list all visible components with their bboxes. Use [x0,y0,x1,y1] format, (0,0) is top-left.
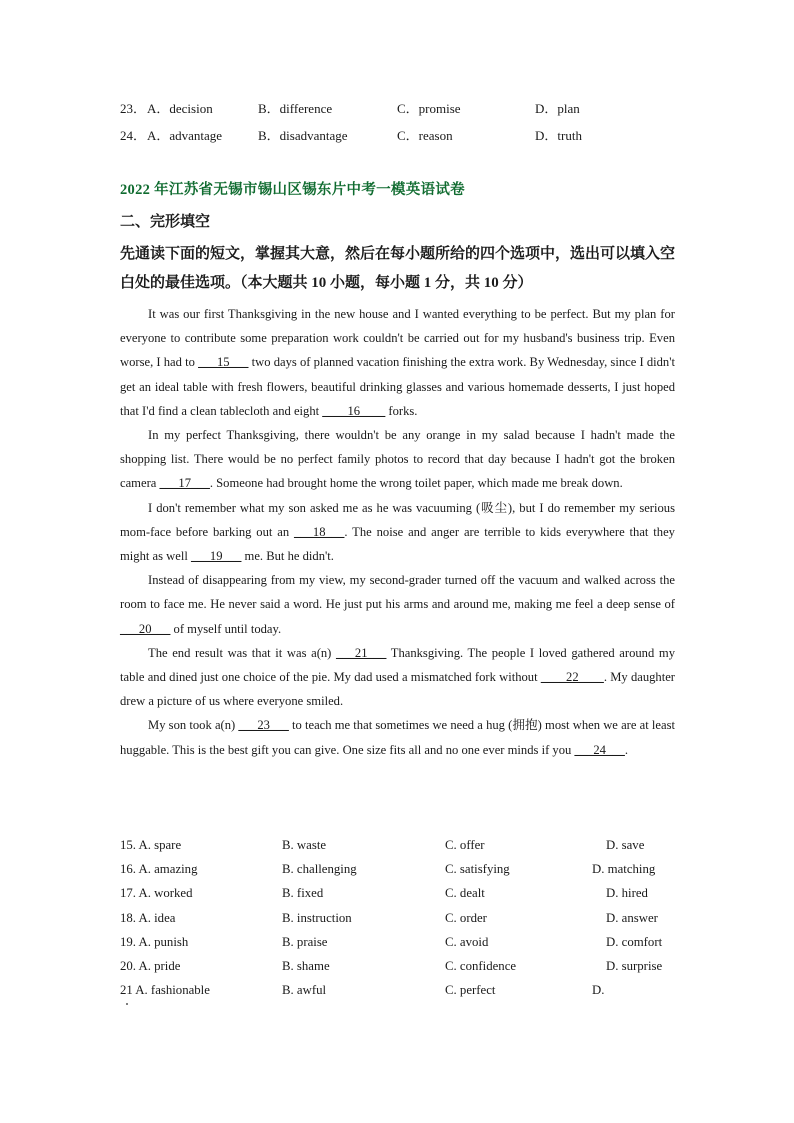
option-a: A．advantage [147,128,223,143]
passage-text: of myself until today. [170,621,282,636]
option-a: 20. A. pride [120,958,181,973]
option-a: 21 A. fashionable [120,983,210,998]
option-c: C. perfect [445,983,496,998]
blank-18: ___18___ [294,524,345,539]
paragraph-2 [120,423,675,496]
options-list [120,838,680,1007]
passage-text: forks. [385,403,418,418]
option-c: C. satisfying [445,862,510,877]
passage-text: My son took a(n) [148,718,239,733]
option-b: B. awful [282,983,327,998]
passage-text: In my perfect Thanksgiving, there wouldn't be any orange in my salad because I hadn't made the shopping list. There would be no perfect family photos to record that day because I hadn't got the broken camera [120,428,675,491]
option-d: D. surprise [606,958,663,973]
blank-17: ___17___ [159,476,210,491]
passage-text: It was our first Thanksgiving in the new house and I wanted everything to be perfect. But my plan for everyone to contribute some preparation work couldn't be carried out for my husband's business trip. Even worse, I had to [120,307,675,370]
passage-text: Thanksgiving. The people I loved gathered around my table and dined just one choice of the pie. My dad used a mismatched fork without [120,645,675,685]
passage-text: . Someone had brought home the wrong toilet paper, which made me break down. [209,476,623,491]
passage-text: . The noise and anger are terrible to kids everywhere that they might as well [120,524,675,564]
passage-text: to teach me that sometimes we need a hug (拥抱) most when we are at least huggable. This is the best gift you can give. One size fits all and no one ever minds if you [120,718,675,757]
option-row-15 [120,838,680,862]
option-row-16 [120,862,680,886]
paragraph-3 [120,496,675,569]
option-c: C. avoid [445,934,489,949]
section-heading: 二、完形填空 [120,214,211,230]
option-d: D．plan [535,101,580,116]
passage-text: . My daughter drew a picture of us where everyone smiled. [120,670,675,709]
option-row-19 [120,935,680,959]
question-row-23 [0,98,794,118]
option-row-18 [120,911,680,935]
instructions: 先通读下面的短文，掌握其大意，然后在每小题所给的四个选项中，选出可以填入空白处的最佳选项。（本大题共 10 小题，每小题 1 分，共 10 分） [120,246,676,291]
option-d: D. answer [606,910,658,925]
passage-text: me. But he didn't. [241,549,334,564]
option-d: D. comfort [606,934,663,949]
paragraph-6 [120,713,675,761]
blank-20: ___20___ [120,621,171,636]
blank-23: ___23___ [238,718,289,733]
blank-16: ____16____ [322,403,386,418]
option-c: C．promise [397,101,461,116]
option-d: D. save [606,838,645,852]
option-c: C. confidence [445,958,517,973]
option-a: A．decision [147,101,213,116]
option-a: 19. A. punish [120,934,189,949]
option-b: B. waste [282,838,327,852]
option-c: C．reason [397,128,453,143]
option-a: 16. A. amazing [120,862,198,877]
paragraph-1 [120,302,675,423]
paragraph-4 [120,568,675,641]
blank-24: ___24___ [574,742,625,757]
blank-21: ___21___ [336,645,387,660]
paragraph-5 [120,641,675,714]
option-c: C. order [445,910,487,925]
exam-title: 2022 年江苏省无锡市锡山区锡东片中考一模英语试卷 [120,182,465,198]
question-number: 23． [120,101,147,116]
option-b: B．difference [258,101,333,116]
option-b: B. shame [282,958,330,973]
option-c: C. dealt [445,886,485,901]
stray-mark [126,1003,128,1005]
option-d: D．truth [535,128,582,143]
option-d: D. hired [606,886,648,901]
passage-text: two days of planned vacation finishing the extra work. By Wednesday, since I didn't get an ideal table with fresh flowers, beautiful drinking glasses and various homemade desserts, I just hoped that I'd find a clean tablecloth and eight [120,355,675,418]
option-b: B. praise [282,934,328,949]
option-row-17 [120,886,680,910]
question-number: 24． [120,128,147,143]
option-row-21 [120,983,680,1007]
passage-text: I don't remember what my son asked me as he was vacuuming (吸尘), but I do remember my serious mom-face before barking out an [120,500,675,539]
passage-text: The end result was that it was a(n) [148,645,336,660]
blank-22: ____22____ [540,670,604,685]
blank-19: ___19___ [191,549,242,564]
blank-15: ___15___ [198,355,249,370]
option-c: C. offer [445,838,485,852]
question-row-24 [0,125,794,145]
passage-text: . [624,742,628,757]
option-d: D. [592,983,605,998]
option-a: 18. A. idea [120,910,176,925]
option-b: B．disadvantage [258,128,348,143]
option-a: 15. A. spare [120,838,182,852]
passage [120,302,675,762]
passage-text: Instead of disappearing from my view, my second-grader turned off the vacuum and walked across the room to face me. He never said a word. He just put his arms and around me, making me feel a deep sense of [120,573,675,612]
option-b: B. instruction [282,910,352,925]
option-b: B. fixed [282,886,324,901]
option-b: B. challenging [282,862,357,877]
option-d: D. matching [592,862,656,877]
option-row-20 [120,959,680,983]
option-a: 17. A. worked [120,886,193,901]
